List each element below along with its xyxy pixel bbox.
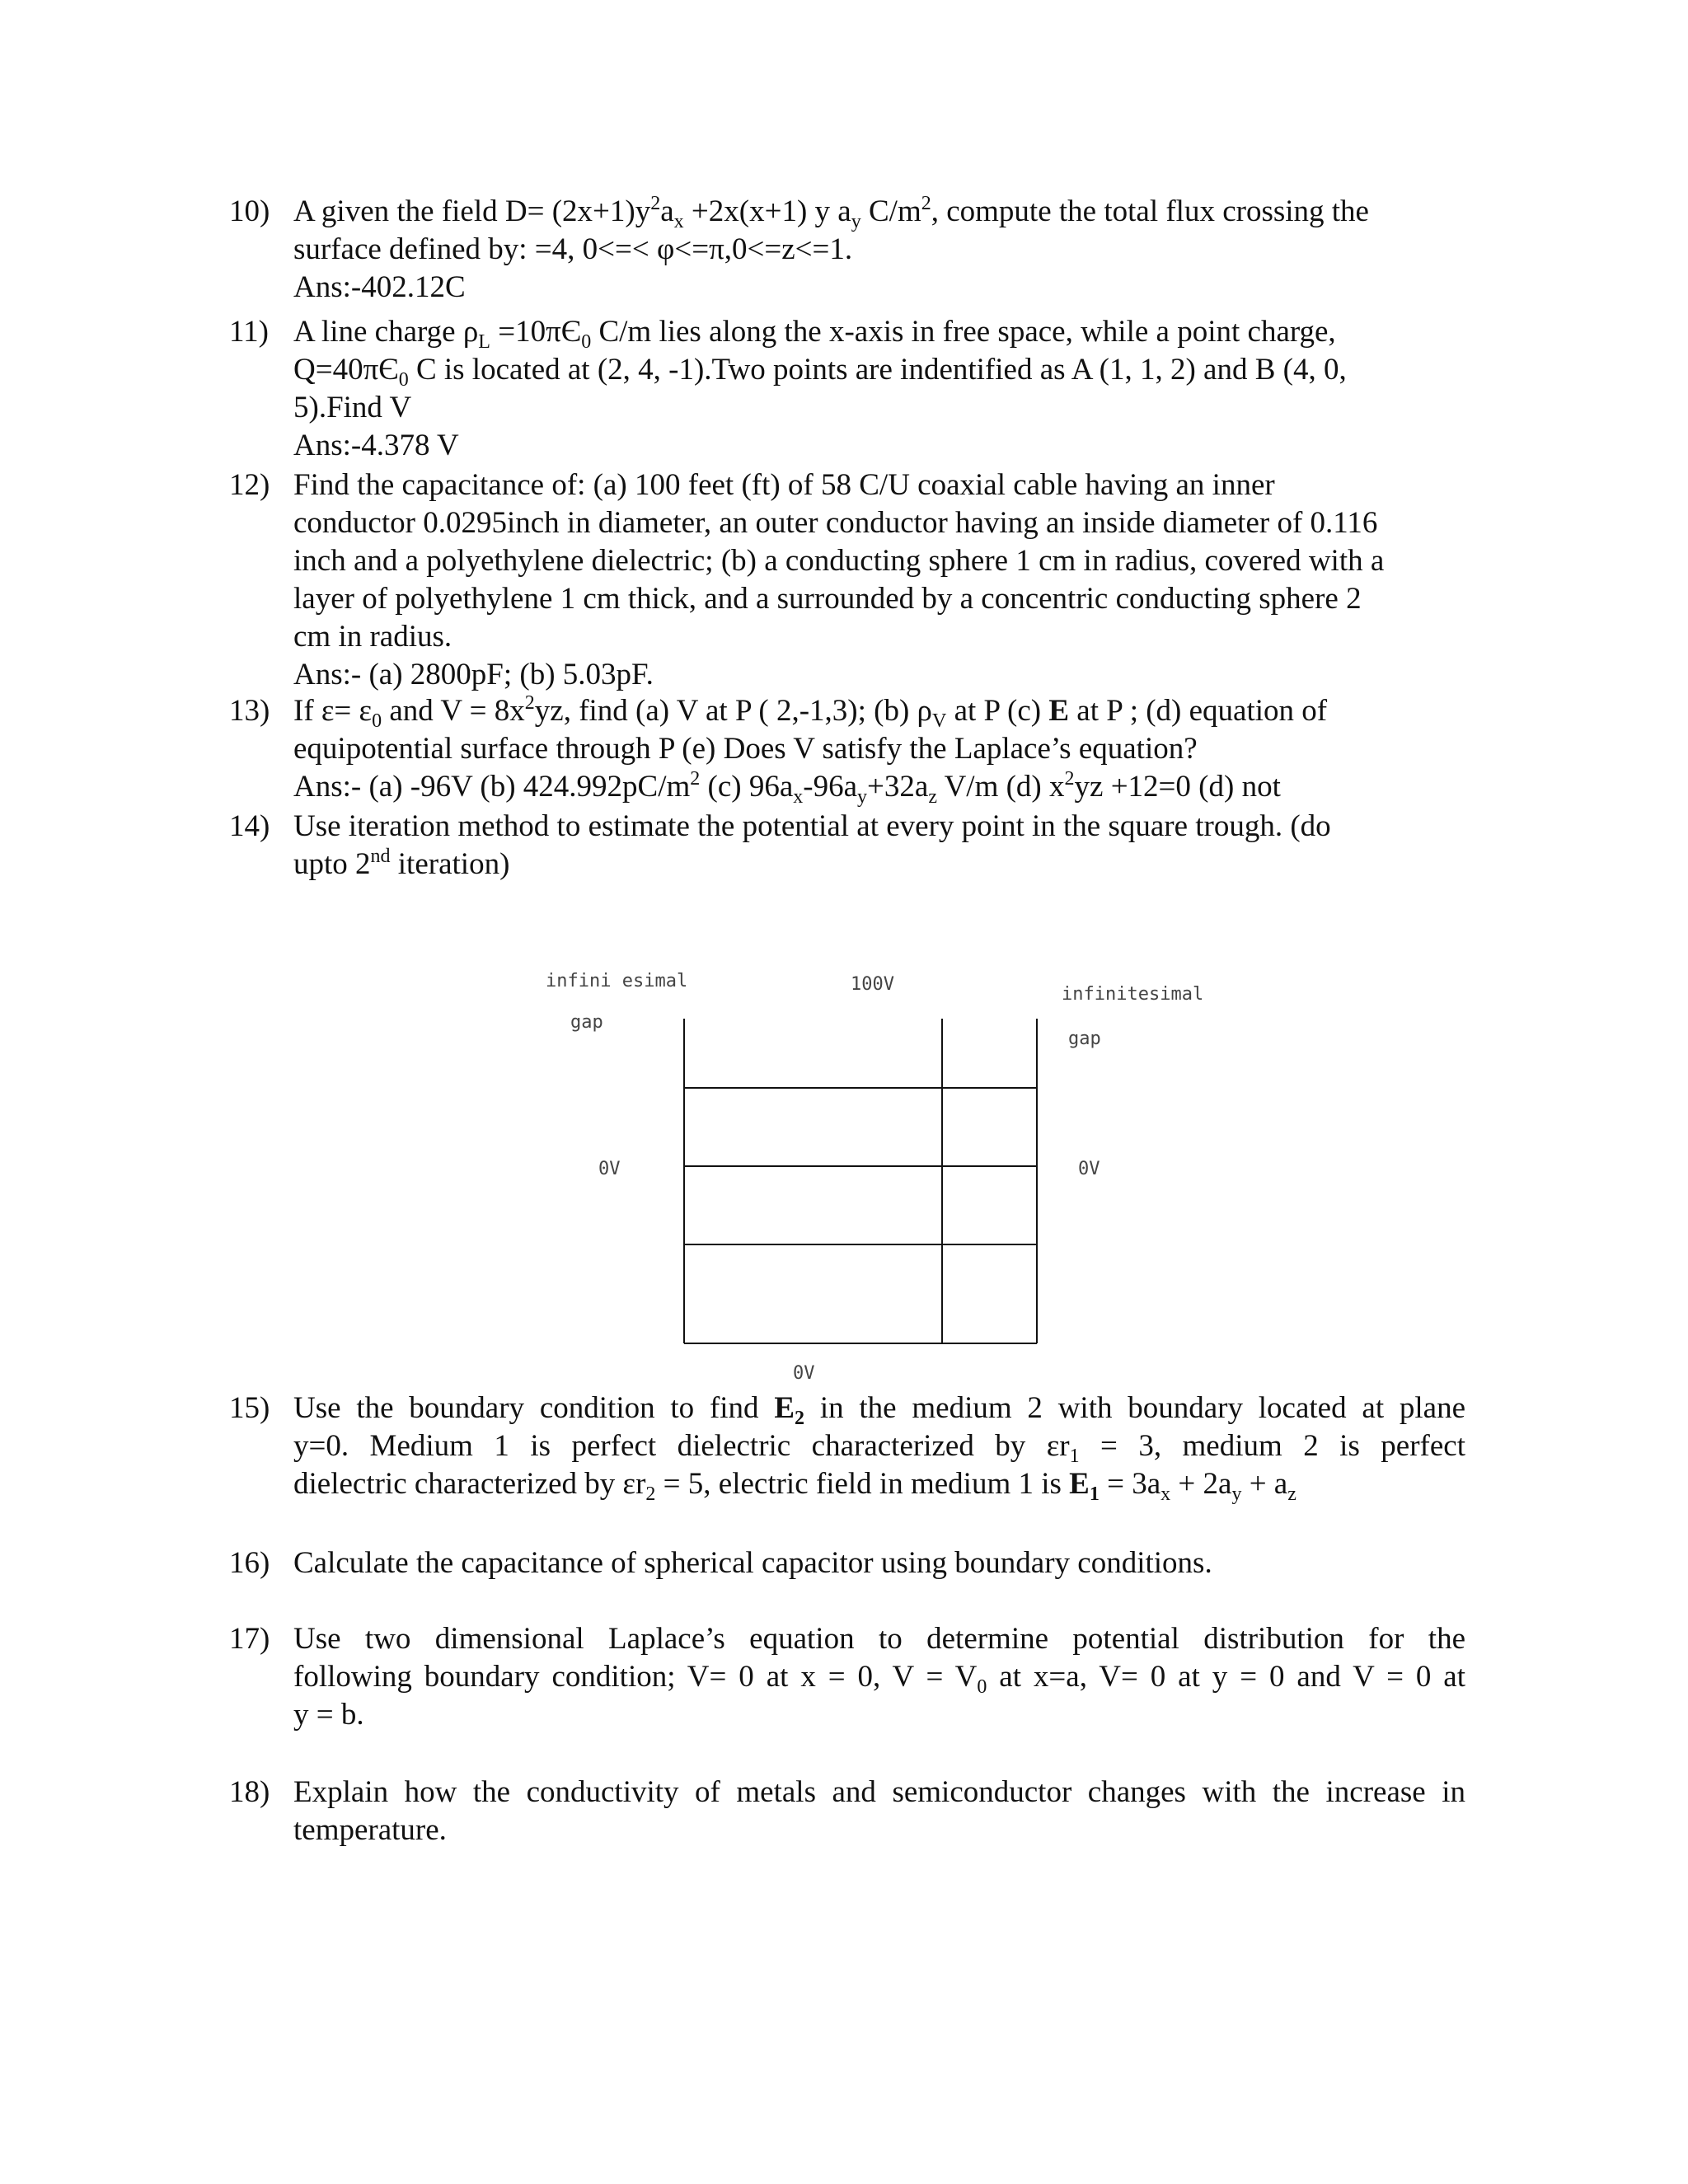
- square-trough-figure: [528, 964, 1204, 1393]
- question-line: Use iteration method to estimate the potential at every point in the square trough. (do: [293, 809, 1331, 843]
- question-13: [229, 692, 1465, 806]
- question-number: 11): [229, 315, 269, 349]
- question-line: y=0. Medium 1 is perfect dielectric characterized by $\varepsilon r_1 = 3$, medium 2 is perfect: [293, 1429, 1465, 1467]
- question-line: Explain how the conductivity of metals and semiconductor changes with the increase in: [293, 1775, 1465, 1809]
- question-number: 15): [229, 1391, 270, 1425]
- question-number: 17): [229, 1622, 270, 1656]
- question-number: 18): [229, 1775, 270, 1809]
- question-14: [229, 808, 1465, 883]
- answer-line: Ans:- (a) 2800pF; (b) 5.03pF.: [293, 658, 654, 691]
- question-number: 16): [229, 1546, 270, 1580]
- question-17: [229, 1620, 1465, 1734]
- question-line: following boundary condition; V= 0 at x = 0, $V = V_0$ at x=a, V= 0 at y = 0 and V = 0 at: [293, 1660, 1465, 1698]
- top-voltage-label: 100V: [851, 974, 894, 995]
- question-line: Calculate the capacitance of spherical capacitor using boundary conditions.: [293, 1546, 1212, 1580]
- right-gap-label: gap: [1068, 1029, 1101, 1049]
- question-number: 14): [229, 809, 270, 843]
- question-16: [229, 1544, 1465, 1582]
- question-line: Use the boundary condition to find $E_2$ in the medium 2 with boundary located at plane: [293, 1391, 1466, 1429]
- question-line: y = b.: [293, 1698, 364, 1732]
- left-voltage-label: 0V: [598, 1159, 621, 1179]
- question-line: upto 2nd iteration): [293, 846, 510, 881]
- question-10: [229, 193, 1465, 307]
- question-line: Find the capacitance of: (a) 100 feet (ft) of 58 C/U coaxial cable having an inner: [293, 468, 1275, 502]
- left-top-label: infini esimal: [546, 971, 688, 991]
- answer-line: Ans:-402.12C: [293, 270, 466, 304]
- question-line: conductor 0.0295inch in diameter, an outer conductor having an inside diameter of 0.116: [293, 506, 1378, 540]
- question-line: A line charge $\rho_L =10\pi Є_0$ C/m lies along the x-axis in free space, while a point charge,: [293, 315, 1336, 353]
- question-11: [229, 313, 1465, 465]
- bottom-voltage-label: 0V: [793, 1363, 815, 1384]
- left-gap-label: gap: [570, 1012, 603, 1033]
- question-line: surface defined by: =4, 0<=< φ<=π,0<=z<=1.: [293, 232, 853, 266]
- question-number: 10): [229, 194, 270, 228]
- right-voltage-label: 0V: [1078, 1159, 1100, 1179]
- question-line: layer of polyethylene 1 cm thick, and a surrounded by a concentric conducting sphere 2: [293, 582, 1362, 616]
- question-line: cm in radius.: [293, 620, 452, 654]
- question-line: If $\varepsilon= \varepsilon_0$ and $V = 8x^2yz$, find (a) V at P ( 2,-1,3); (b) $\rho_V$ at P (c) E at P ; (d) equation of: [293, 692, 1328, 732]
- answer-line: Ans:-4.378 V: [293, 429, 459, 462]
- right-top-label: infinitesimal: [1062, 984, 1204, 1005]
- question-line: inch and a polyethylene dielectric; (b) a conducting sphere 1 cm in radius, covered with a: [293, 544, 1385, 578]
- question-line: equipotential surface through P (e) Does V satisfy the Laplace’s equation?: [293, 732, 1198, 766]
- question-line: 5).Find V: [293, 391, 412, 424]
- answer-line: Ans:- (a) -96V (b) $424.992pC/m^2$ (c) $96a_x-96a_y+32a_z$ V/m (d) $x^2yz +12=0$ (d) not: [293, 768, 1281, 808]
- question-number: 12): [229, 468, 270, 502]
- question-15: [229, 1390, 1465, 1503]
- question-18: [229, 1774, 1465, 1849]
- question-line: Use two dimensional Laplace’s equation to determine potential distribution for the: [293, 1622, 1465, 1656]
- question-line: $Q=40\pi Є_0$ C is located at (2, 4, -1).Two points are indentified as A (1, 1, 2) and B (4, 0,: [293, 353, 1347, 391]
- question-number: 13): [229, 694, 270, 728]
- question-line: temperature.: [293, 1813, 447, 1847]
- question-line: dielectric characterized by $\varepsilon r_2 = 5$, electric field in medium 1 is $E_1 = 3a_x + 2a_y + a_z$: [293, 1467, 1296, 1505]
- question-12: [229, 466, 1465, 694]
- question-line: A given the field $D= (2x+1)y^2a_x +2x(x+1)$ y $a_y$ $C/m^2$, compute the total flux crossing the: [293, 193, 1369, 232]
